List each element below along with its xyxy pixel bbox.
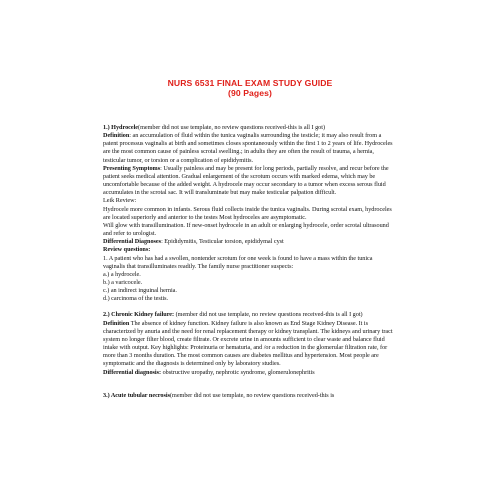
symptoms-label: Presenting Symptoms [103, 164, 161, 172]
definition-paragraph [103, 320, 395, 369]
leik-review-text: Hydrocele more common in infants. Serous fluid collects inside the tunica vaginalis. During scrotal exam, hydroceles are located superiorly and anterior to the testes Most hydroceles are asymptomatic. [103, 205, 392, 221]
section-note: (member did not use template, no review questions received-this is all I got) [174, 311, 363, 319]
option-d: d.) carcinoma of the testis. [103, 295, 169, 303]
symptoms-paragraph [103, 165, 395, 198]
leik-review-label: Leik Review: [103, 197, 137, 205]
definition-label: Definition [103, 132, 130, 140]
differential-text: : Epididymitis, Testicular torsion, epididymal cyst [161, 238, 284, 246]
symptoms-text: : Usually painless and may be present for long periods, partially resolve, and recur before the patient seeks medical attention. Gradual enlargement of the scrotum occurs with marked edema, which may be uncomfortable because of the added weight. A hydrocele may occur secondary to a tumor when excess serous fluid accumulates in the scrotal sac. It will transluminate but may make testicular palpation difficult. [103, 164, 389, 197]
differential-label: Differential diagnosis: [103, 368, 162, 376]
section-heading: 3.) Acute tubular necrosis [103, 391, 170, 399]
section-heading: 1.) Hydrocele [103, 124, 139, 131]
differential-paragraph [103, 369, 395, 377]
differential-label: Differential Diagnoses [103, 238, 162, 246]
definition-text: : an accumulation of fluid within the tunica vaginalis surrounding the testicle; it may also result from a patent processus vaginalis at birth and sometimes closes spontaneously within the first 1 to 2 years of life. Hydroceles are the most common cause of painless scrotal swelling.; in adults they are often the result of trauma, a hernia, testicular tumor, or torsion or a complication of epididymitis. [103, 132, 393, 164]
section-spacer [103, 303, 395, 311]
section-atn-header [103, 392, 395, 400]
definition-text: The absence of kidney function. Kidney failure is also known as End Stage Kidney Disease. It is characterized by anuria and the need for renal replacement therapy or kidney transplant. The kidneys and urinary tract system no longer filter blood, create filtrate. Or excrete urine in amounts sufficient to clear waste and balance fluid intake with output. Key highlights: Proteinuria or hematuria, and /or a reduction in the glomerular filtration rate, for more than 3 months duration. The most common causes are diabetes mellitus and hypertension. Most people are symptomatic and the diagnosis is determined only by laboratory studies. [103, 319, 393, 368]
section-note: (member did not use template, no review questions received-this is all I got) [138, 124, 325, 131]
option-a: a.) a hydrocele. [103, 270, 141, 278]
option-c: c.) an indirect inguinal hernia. [103, 287, 177, 295]
document-subtitle: (90 Pages) [228, 88, 272, 98]
differential-text: obstructive uropathy, nephrotic syndrome, glomerulonephritis [161, 368, 315, 376]
section-kidney-header [103, 311, 395, 319]
section-spacer [103, 377, 395, 392]
title-block [0, 78, 500, 98]
leik-review-text-2: Will glow with transillumination. If new-onset hydrocele in an adult or enlarging hydrocele, order scrotal ultrasound and refer to urologist. [103, 221, 389, 238]
differential-paragraph [103, 238, 395, 246]
definition-label: Definition [103, 319, 130, 327]
section-heading: 2.) Chronic Kidney failure: [103, 311, 175, 319]
option-b: b.) a varicocele. [103, 278, 143, 286]
document-title: NURS 6531 FINAL EXAM STUDY GUIDE [167, 78, 333, 88]
section-note: (member did not use template, no review questions received-this is [169, 391, 335, 399]
review-questions-label: Review questions: [103, 246, 151, 254]
document-body [103, 124, 395, 400]
definition-paragraph [103, 132, 395, 165]
section-hydrocele-header [103, 124, 395, 132]
question-1: 1. A patient who has had a swollen, nontender scrotum for one week is found to have a mass within the tunica vaginalis that transilluminates readily. The family nurse practitioner suspects: [103, 254, 373, 270]
